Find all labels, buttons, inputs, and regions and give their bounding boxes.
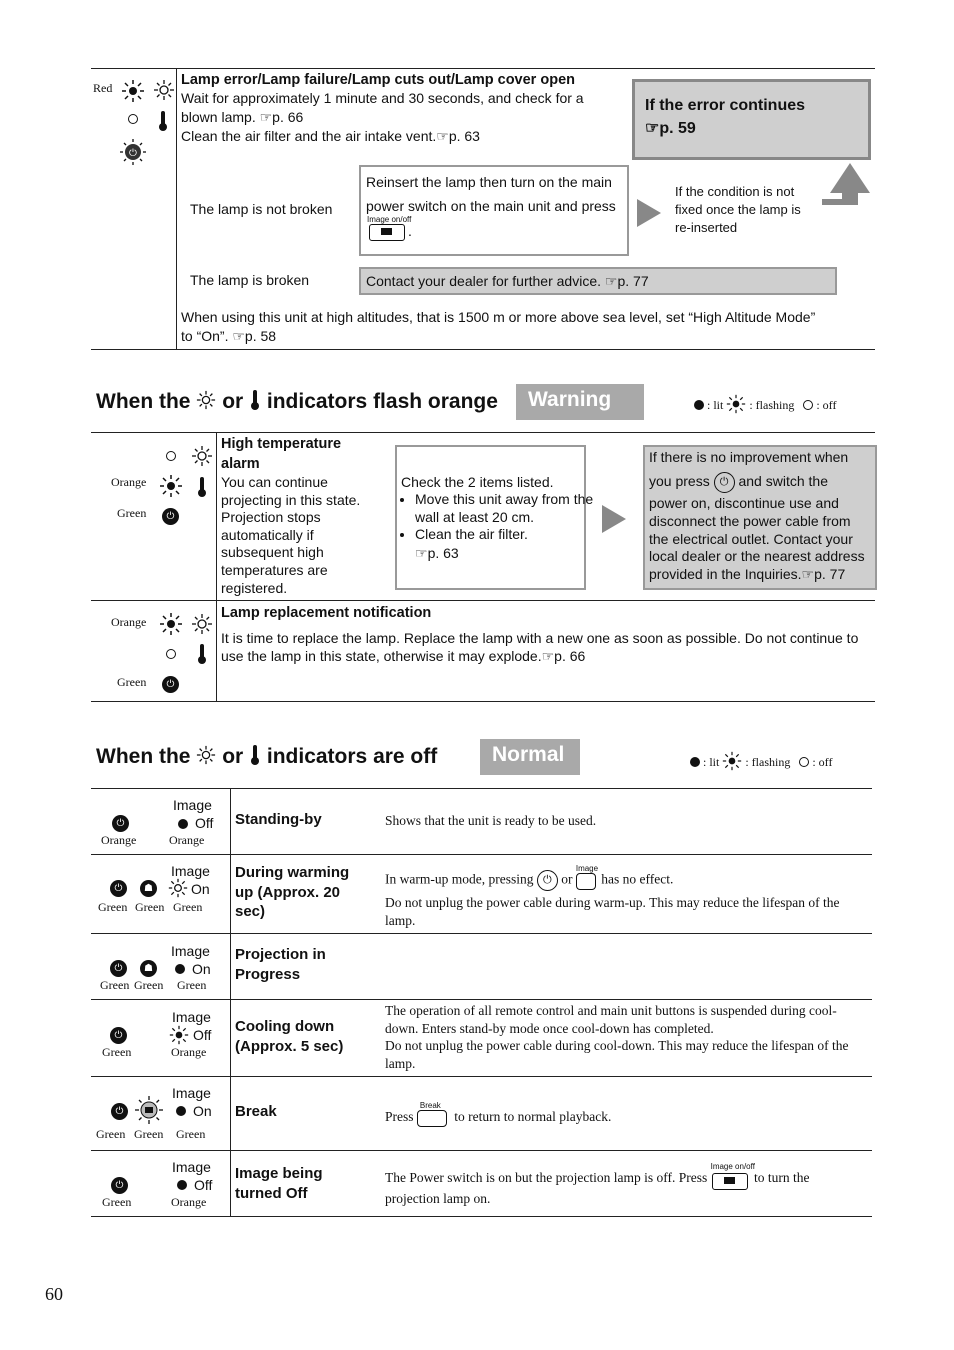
indicator-color: Green: [98, 900, 128, 914]
high-temp-body: You can continue projecting in this state. Projection stops automatically if subsequent high temperatures are registered.: [221, 474, 361, 596]
row-desc: Press Break to return to normal playback.: [385, 1108, 611, 1128]
warning-badge: Warning: [516, 384, 644, 420]
reference-icon: ☞: [604, 273, 618, 289]
power-button-icon[interactable]: ⏻: [714, 472, 735, 493]
power-lit-icon: ⏻: [112, 815, 129, 832]
temp-icon: [197, 643, 207, 665]
condition-line1: If the condition is not: [675, 184, 795, 199]
temp-flash-icon: [159, 474, 183, 498]
image-onoff-button-icon[interactable]: [369, 224, 405, 241]
power-lit-icon: ⏻: [162, 676, 179, 693]
row-desc-2: projection lamp on.: [385, 1191, 491, 1206]
image-button-label: Image: [575, 863, 599, 873]
row-title: Projection in Progress: [235, 946, 326, 983]
image-onoff-button-icon[interactable]: [712, 1173, 748, 1190]
image-label: Image: [172, 1159, 211, 1175]
lit-dot-icon: [694, 400, 704, 410]
temp-icon: [197, 476, 207, 498]
row-title: Image being turned Off: [235, 1165, 323, 1202]
orange-label: Orange: [111, 475, 147, 489]
row-desc-2: Do not unplug the power cable during warm-up. This may reduce the lifespan of the lamp.: [385, 895, 840, 928]
image-label: Image: [172, 1009, 211, 1025]
lamp-flash-icon: [121, 79, 145, 103]
list-item: • Move this unit away from the wall at least 20 cm.: [415, 491, 595, 526]
no-improvement-box: [643, 445, 877, 590]
indicator-color: Green: [176, 1127, 206, 1141]
break-button-label: Break: [419, 1101, 441, 1110]
lamp-error-title: Lamp error/Lamp failure/Lamp cuts out/Lamp cover open: [181, 72, 575, 88]
check-ref[interactable]: ☞p. 63: [415, 545, 459, 561]
condition-line3: re-inserted: [675, 220, 738, 235]
reference-icon: ☞: [259, 109, 273, 125]
warning-legend: : lit : flashing : off: [694, 394, 836, 414]
error-continues-title: If the error continues: [645, 97, 806, 114]
reinsert-line2: power switch on the main unit and press: [366, 198, 616, 214]
svg-text:⏻: ⏻: [129, 148, 137, 159]
off-ring-icon: [803, 400, 813, 410]
break-flash-icon: [135, 1096, 163, 1124]
power-lit-icon: ⏻: [110, 960, 127, 977]
indicator-color: Green: [177, 978, 207, 992]
page-number: 60: [45, 1284, 63, 1304]
lamp-icon: [191, 613, 213, 635]
check-items-box: [395, 445, 594, 590]
normal-section-title: When the or indicators are off: [96, 745, 438, 768]
improve-line2: you press ⏻ and switch the: [649, 472, 828, 493]
image-label: Image: [173, 797, 212, 813]
contact-dealer-box: [359, 267, 837, 295]
power-lit-icon: ⏻: [111, 1103, 128, 1120]
warning-section-title: When the or indicators flash orange: [96, 390, 498, 413]
lamp-icon: [153, 79, 175, 101]
high-temp-title-1: High temperature: [221, 436, 342, 452]
lit-dot-icon: [177, 1180, 187, 1190]
row-title: During warming up (Approx. 20 sec): [235, 864, 350, 920]
reinsert-period: .: [408, 223, 412, 239]
image-label: Image: [171, 863, 210, 879]
power-lit-icon: ⏻: [110, 880, 127, 897]
altitude-line2: to “On”. ☞p. 58: [181, 328, 277, 344]
image-button-icon[interactable]: [576, 873, 596, 890]
check-list: [401, 491, 595, 544]
image-label: Image: [172, 1085, 211, 1101]
contact-dealer-text: Contact your dealer for further advice. ☞p. 77: [366, 273, 649, 289]
power-lit-icon: ⏻: [110, 1027, 127, 1044]
lamp-icon: [196, 745, 216, 765]
lamp-icon: [191, 445, 213, 467]
improve-line1: If there is no improvement when: [649, 449, 849, 465]
ref-p77[interactable]: p. 77: [617, 273, 649, 289]
improve-rest: power on, discontinue use and disconnect the power cable from the electrical outlet. Contact your local dealer or the nearest address provided in the Inquiries.☞p. 77: [649, 495, 865, 583]
break-lit-icon: ☗: [140, 960, 157, 977]
indicator-color: Orange: [171, 1045, 207, 1059]
lit-dot-icon: [690, 757, 700, 767]
flashing-icon: [722, 751, 742, 771]
reference-icon: ☞: [436, 128, 449, 144]
green-label: Green: [117, 506, 147, 520]
indicator-color: Green: [134, 1127, 164, 1141]
high-temp-title-2: alarm: [221, 456, 260, 472]
row-title: Break: [235, 1103, 277, 1120]
temp-icon: [249, 389, 261, 411]
condition-line2: fixed once the lamp is: [675, 202, 801, 217]
indicator-color: Green: [135, 900, 165, 914]
reference-icon: ☞: [645, 120, 660, 137]
lit-dot-icon: [176, 1106, 186, 1116]
list-item: • Clean the air filter.: [415, 526, 595, 544]
reference-icon: ☞: [801, 566, 815, 583]
green-label: Green: [117, 675, 147, 689]
lamp-error-line1: Wait for approximately 1 minute and 30 seconds, and check for a: [181, 90, 584, 106]
image-status: Off: [194, 1177, 213, 1193]
indicator-color: Green: [173, 900, 203, 914]
lamp-error-line3: Clean the air filter and the air intake vent.☞p. 63: [181, 128, 480, 144]
off-ring-icon: [799, 757, 809, 767]
image-status: On: [191, 881, 210, 897]
indicator-color: Orange: [169, 833, 205, 847]
reference-icon: ☞: [415, 545, 428, 561]
power-flash-icon: [119, 139, 147, 165]
lamp-icon: [196, 390, 216, 410]
image-onoff-button-label: Image on/off: [367, 215, 412, 224]
image-flash-icon: [168, 878, 188, 898]
break-lit-icon: ☗: [140, 880, 157, 897]
arrow-right-icon: [637, 199, 661, 227]
temp-icon: [158, 110, 168, 132]
row-desc: The Power switch is on but the projection lamp is off. Press Image on/off to turn the: [385, 1169, 809, 1189]
temp-icon: [249, 744, 261, 766]
ref-p66[interactable]: p. 66: [272, 109, 304, 125]
image-onoff-button-label: Image on/off: [710, 1162, 755, 1171]
check-title: Check the 2 items listed.: [401, 474, 554, 490]
lit-dot-icon: [178, 819, 188, 829]
lamp-flash-icon: [159, 612, 183, 636]
indicator-color: Green: [134, 978, 164, 992]
reinsert-box: [359, 165, 629, 256]
break-button-icon[interactable]: [417, 1110, 447, 1127]
orange-label: Orange: [111, 615, 147, 629]
power-lit-icon: ⏻: [162, 508, 179, 525]
image-label: Image: [171, 943, 210, 959]
lamp-error-line2: blown lamp. ☞p. 66: [181, 109, 304, 125]
indicator-color: Green: [102, 1045, 132, 1059]
row-desc: In warm-up mode, pressing ⏻ or Image has no effect.: [385, 870, 673, 891]
ref-p63[interactable]: p. 63: [448, 128, 480, 144]
reference-icon: ☞: [541, 648, 555, 664]
red-label: Red: [93, 81, 113, 95]
power-lit-icon: ⏻: [111, 1177, 128, 1194]
error-continues-box: [632, 79, 871, 160]
row-desc: The operation of all remote control and main unit buttons is suspended during cool-down. Enters stand-by mode once cool-down has completed.: [385, 1003, 837, 1036]
image-status: On: [192, 961, 211, 977]
lamp-replacement-line2: use the lamp in this state, otherwise it may explode.☞p. 66: [221, 648, 586, 664]
ref-p77[interactable]: p. 77: [814, 566, 846, 583]
normal-legend: : lit : flashing : off: [690, 751, 832, 771]
row-desc-2: Do not unplug the power cable during cool-down. This may reduce the lifespan of the lamp.: [385, 1038, 849, 1071]
ref-p58[interactable]: p. 58: [244, 328, 277, 344]
arrow-up-icon: [822, 163, 872, 207]
lamp-not-broken-label: The lamp is not broken: [190, 201, 333, 217]
arrow-right-icon: [602, 505, 626, 533]
reference-icon: ☞: [232, 328, 245, 344]
normal-badge: Normal: [480, 739, 580, 775]
indicator-color: Green: [102, 1195, 132, 1209]
row-desc: Shows that the unit is ready to be used.: [385, 813, 597, 828]
image-flash-icon: [169, 1025, 189, 1045]
image-status: Off: [195, 815, 214, 831]
lit-dot-icon: [175, 964, 185, 974]
off-indicator-icon: [128, 114, 138, 124]
image-status: Off: [193, 1027, 212, 1043]
image-status: On: [193, 1103, 212, 1119]
lamp-replacement-title: Lamp replacement notification: [221, 605, 432, 621]
reinsert-line1: Reinsert the lamp then turn on the main: [366, 174, 612, 190]
off-indicator-icon: [166, 451, 176, 461]
indicator-color: Green: [96, 1127, 126, 1141]
flashing-icon: [726, 394, 746, 414]
indicator-color: Orange: [171, 1195, 207, 1209]
indicator-color: Orange: [101, 833, 137, 847]
ref-p66[interactable]: p. 66: [554, 648, 586, 664]
indicator-color: Green: [100, 978, 130, 992]
row-title: Standing-by: [235, 811, 322, 828]
lamp-replacement-line1: It is time to replace the lamp. Replace the lamp with a new one as soon as possible. Do not continue to: [221, 630, 859, 646]
off-indicator-icon: [166, 649, 176, 659]
altitude-line1: When using this unit at high altitudes, that is 1500 m or more above sea level, set “High Altitude Mode”: [181, 309, 816, 325]
row-title: Cooling down (Approx. 5 sec): [235, 1018, 344, 1055]
lamp-broken-label: The lamp is broken: [190, 272, 310, 288]
power-button-icon[interactable]: ⏻: [537, 870, 558, 891]
error-continues-ref[interactable]: ☞p. 59: [645, 120, 696, 137]
